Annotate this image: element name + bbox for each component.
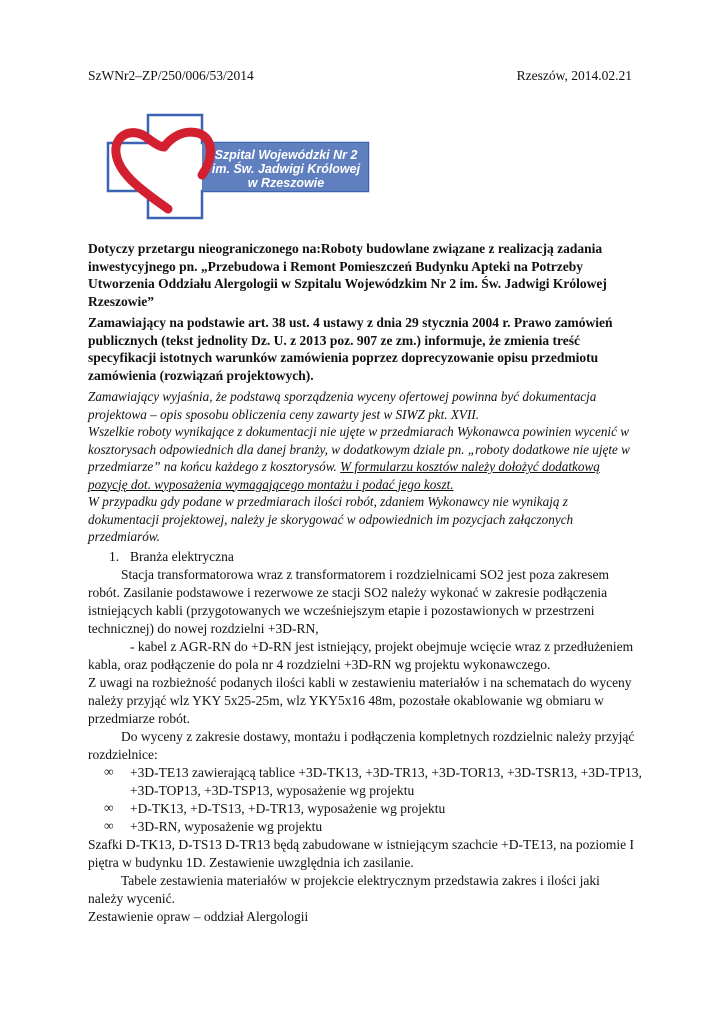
body-line: Stacja transformatorowa wraz z transformatorem i rozdzielnicami SO2 jest poza zakresem	[121, 567, 610, 582]
bullet-line: +3D-TE13 zawierającą tablice +3D-TK13, +3D-TR13, +3D-TOR13, +3D-TSR13, +3D-TP13,	[130, 765, 642, 780]
section-title: Branża elektryczna	[130, 549, 234, 564]
body-line: - kabel z AGR-RN do +D-RN jest istniejący, projekt obejmuje wcięcie wraz z przedłużeniem	[130, 639, 634, 654]
explanation-line: Zamawiający wyjaśnia, że podstawą sporządzenia wyceny ofertowej powinna być dokumentacja	[88, 389, 597, 404]
notice-line: publicznych (tekst jednolity Dz. U. z 2013 poz. 907 ze zm.) informuje, że zmienia treść	[88, 332, 581, 348]
explanation-paragraph	[88, 388, 648, 546]
infinity-bullet-icon: ∞	[104, 818, 114, 833]
body-line: rozdzielnice:	[88, 747, 158, 762]
explanation-line: W przypadku gdy podane w przedmiarach ilości robót, zdaniem Wykonawcy nie wynikają z	[88, 494, 568, 509]
explanation-underlined-text: W formularzu kosztów należy dołożyć dodatkową	[340, 459, 600, 474]
bullet-line: +3D-TOP13, +3D-TSP13, wyposażenie wg projektu	[130, 783, 415, 798]
subject-paragraph	[88, 240, 636, 310]
logo-line1: Szpital Wojewódzki Nr 2	[214, 148, 358, 162]
explanation-line	[88, 458, 648, 476]
body-line: Szafki D-TK13, D-TS13 D-TR13 będą zabudowane w istniejącym szachcie +D-TE13, na poziomie I	[88, 837, 634, 852]
subject-line: inwestycyjnego pn. „Przebudowa i Remont Pomieszczeń Budynku Apteki na Potrzeby	[88, 258, 583, 274]
body-line: piętra w budynku 1D. Zestawienie uwzględnia ich zasilanie.	[88, 855, 414, 870]
logo-line2: im. Św. Jadwigi Królowej	[211, 162, 361, 176]
body-line: należy przyjąć wlz YKY 5x25-25m, wlz YKY5x16 48m, pozostałe okablowanie wg obmiaru w	[88, 693, 604, 708]
body-line: Do wyceny z zakresie dostawy, montażu i podłączenia kompletnych rozdzielnic należy przyjąć	[121, 729, 635, 744]
body-line: należy wycenić.	[88, 891, 175, 906]
place-and-date: Rzeszów, 2014.02.21	[516, 68, 632, 83]
notice-line: Zamawiający na podstawie art. 38 ust. 4 ustawy z dnia 29 stycznia 2004 r. Prawo zamówień	[88, 315, 613, 330]
body-line: Tabele zestawienia materiałów w projekcie elektrycznym przedstawia zakres i ilości jaki	[121, 873, 600, 888]
explanation-underlined-line: pozycję dot. wyposażenia wymagającego montażu i podać jego koszt.	[88, 476, 454, 492]
body-line: istniejących kabli (przygotowanych we wcześniejszym etapie i pozostawionych w przestrzeni	[88, 603, 595, 618]
notice-line: specyfikacji istotnych warunków zamówienia poprzez doprecyzowanie opisu przedmiotu	[88, 350, 599, 365]
body-line: robót. Zasilanie podstawowe i rezerwowe ze stacji SO2 należy wykonać w zakresie podłączenia	[88, 585, 608, 600]
infinity-bullet-icon: ∞	[104, 764, 114, 779]
body-line: Zestawienie opraw – oddział Alergologii	[88, 909, 309, 924]
notice-line: zamówienia (rozwiązań projektowych).	[88, 367, 314, 383]
body-line: technicznej) do nowej rozdzielni +3D-RN,	[88, 621, 319, 636]
body-line: przedmiarze robót.	[88, 711, 190, 726]
infinity-bullet-icon: ∞	[104, 800, 114, 815]
hospital-logo	[106, 113, 370, 220]
subject-line: Utworzenia Oddziału Alergologii w Szpitalu Wojewódzkim Nr 2 im. Św. Jadwigi Królowej	[88, 276, 607, 291]
subject-line: Rzeszowie”	[88, 293, 154, 309]
logo-line3: w Rzeszowie	[247, 176, 325, 190]
body-line: Z uwagi na rozbieżność podanych ilości kabli w zestawieniu materiałów i na schematach do wyceny	[88, 675, 632, 690]
explanation-line: kosztorysach odpowiednich dla danej branży, w dodatkowym dziale pn. „roboty dodatkowe nie ujęte w	[88, 441, 630, 457]
explanation-line: Wszelkie roboty wynikające z dokumentacji nie ujęte w przedmiarach Wykonawca powinien wycenić w	[88, 424, 630, 439]
notice-paragraph	[88, 314, 636, 384]
bullet-line: +D-TK13, +D-TS13, +D-TR13, wyposażenie wg projektu	[130, 801, 446, 816]
explanation-line: przedmiarów.	[88, 529, 160, 544]
bullet-line: +3D-RN, wyposażenie wg projektu	[130, 819, 323, 834]
explanation-line: dokumentacji projektowej, należy je skorygować w odpowiednich im pozycjach załączonych	[88, 511, 574, 527]
document-reference: SzWNr2–ZP/250/006/53/2014	[88, 68, 254, 83]
body-line: kabla, oraz podłączenie do pola nr 4 rozdzielni +3D-RN wg projektu wykonawczego.	[88, 657, 551, 672]
subject-line: Dotyczy przetargu nieograniczonego na:Roboty budowlane związane z realizacją zadania	[88, 241, 603, 256]
logo-graphic	[106, 113, 370, 220]
explanation-line: projektowa – opis sposobu obliczenia ceny zawarty jest w SIWZ pkt. XVII.	[88, 406, 480, 422]
explanation-text: przedmiarze” na końcu każdego z kosztorysów.	[88, 459, 341, 474]
section-number: 1.	[109, 549, 120, 564]
